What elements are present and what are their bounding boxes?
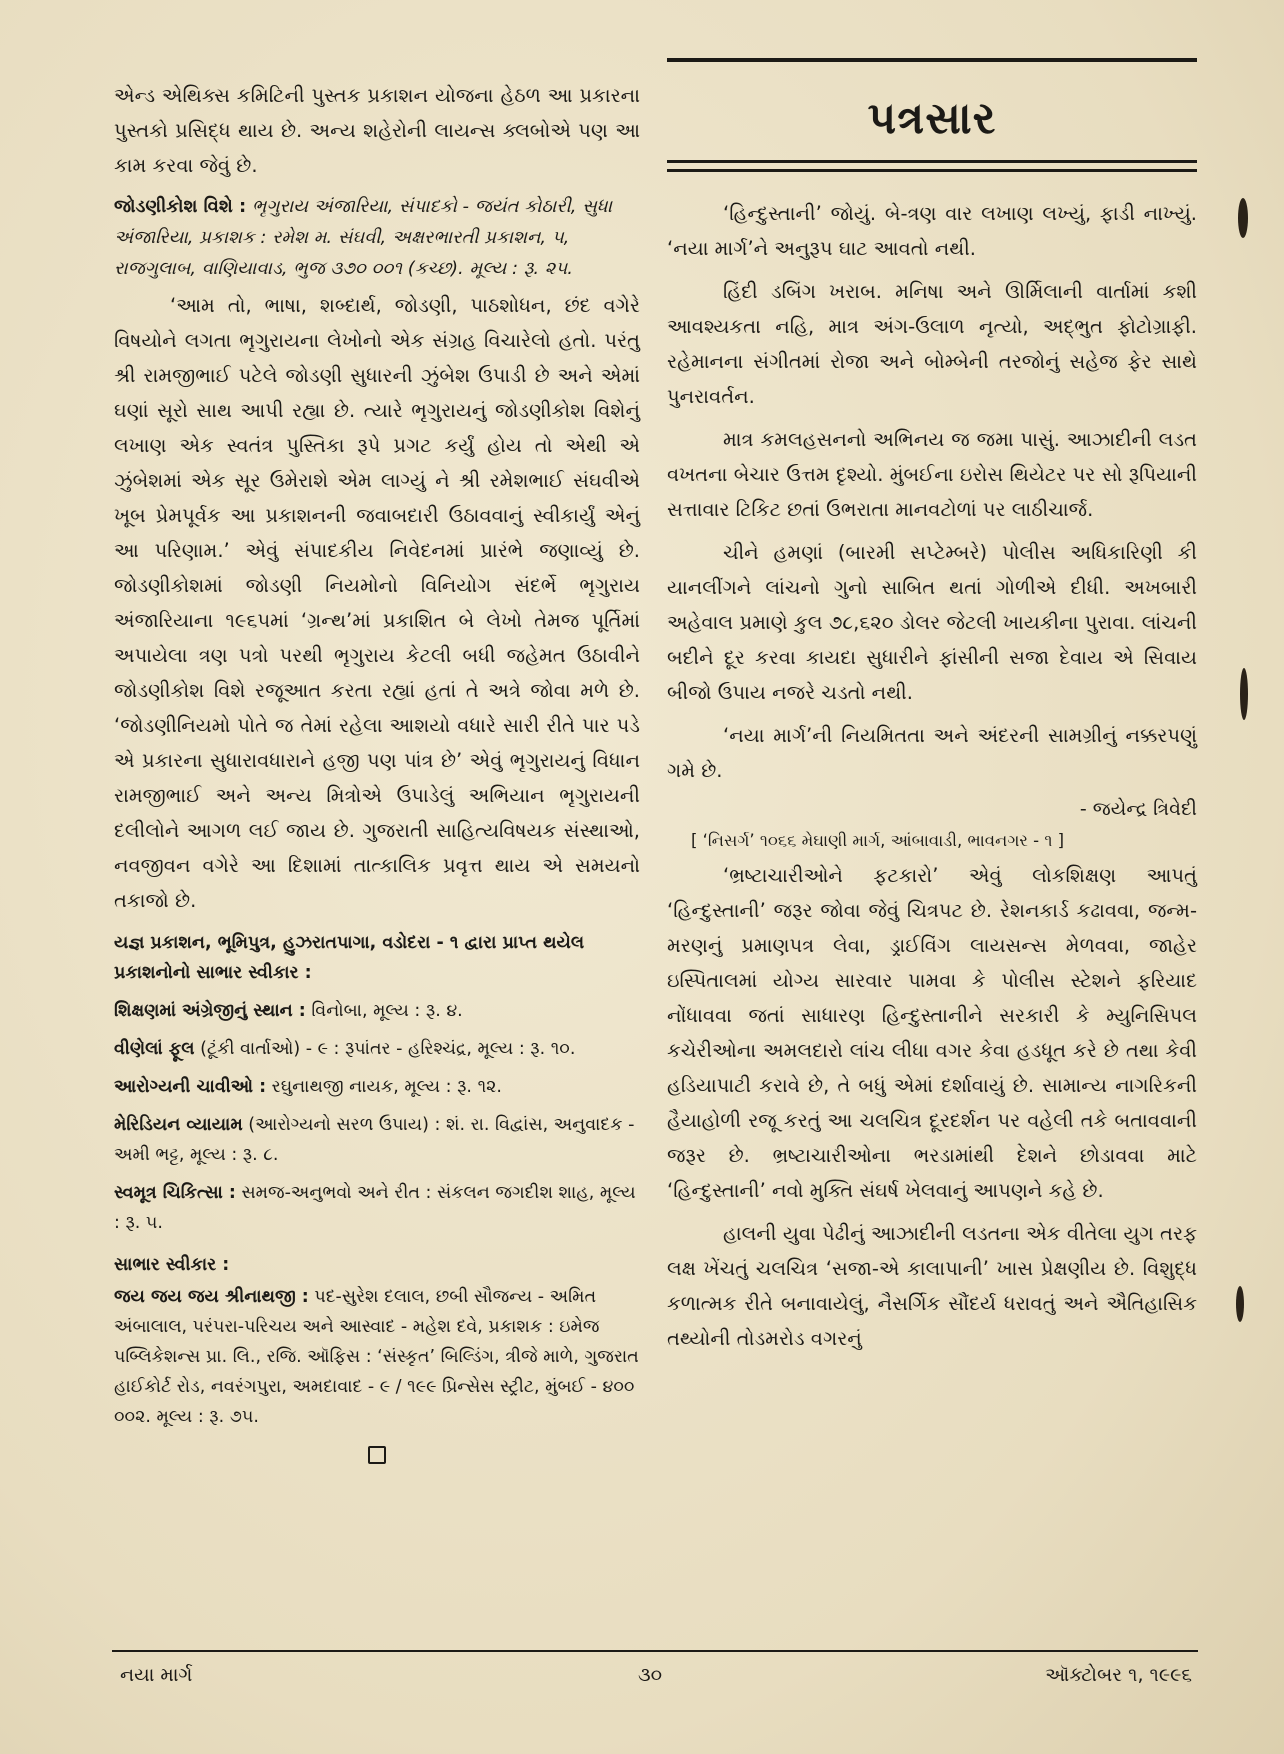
list-item bbox=[114, 1034, 640, 1064]
footer-page-number: ૩૦ bbox=[637, 1664, 663, 1686]
footer-date: ઑક્ટોબર ૧, ૧૯૯૬ bbox=[1045, 1664, 1192, 1686]
yagna-heading: યજ્ઞ પ્રકાશન, ભૂમિપુત્ર, હુઝરાતપાગા, વડોદરા - ૧ દ્વારા પ્રાપ્ત થયેલ પ્રકાશનોનો સાભાર સ્વીકાર : bbox=[114, 933, 585, 983]
heading-bottom-rule bbox=[667, 160, 1197, 172]
letter-paragraph: ‘નયા માર્ગ’ની નિયમિતતા અને અંદરની સામગ્રીનું નક્કરપણું ગમે છે. bbox=[667, 724, 1197, 782]
intro-paragraph: એન્ડ એથિક્સ કમિટિની પુસ્તક પ્રકાશન યોજના હેઠળ આ પ્રકારના પુસ્તકો પ્રસિદ્ધ થાય છે. અન્ય શહેરોની લાયન્સ ક્લબોએ પણ આ કામ કરવા જેવું છે. bbox=[114, 84, 640, 177]
bibliography-text: ભૃગુરાય અંજારિયા, સંપાદકો - જયંત કોઠારી, સુધા અંજારિયા, પ્રકાશક : રમેશ મ. સંઘવી, અક્ષરભારતી પ્રકાશન, ૫, રાજગુલાબ, વાણિયાવાડ, ભુજ ૩૭૦ ૦૦૧ (કચ્છ). મૂલ્ય : રૂ. ૨૫. bbox=[114, 196, 612, 279]
torn-edge-mark bbox=[1236, 1286, 1244, 1322]
list-item bbox=[114, 1178, 640, 1238]
review-paragraph: ‘આમ તો, ભાષા, શબ્દાર્થ, જોડણી, પાઠશોધન, છંદ વગેરે વિષયોને લગતા ભૃગુરાયના લેખોનો એક સંગ્રહ વિચારેલો હતો. પરંતુ શ્રી રામજીભાઈ પટેલે જોડણી સુધારની ઝુંબેશ ઉપાડી છે અને એમાં ઘણાં સૂરો સાથ આપી રહ્યા છે. ત્યારે ભૃગુરાયનું જોડણીકોશ વિશેનું લખાણ એક સ્વતંત્ર પુસ્તિકા રૂપે પ્રગટ કર્યું હોય તો એથી એ ઝુંબેશમાં એક સૂર ઉમેરાશે એમ લાગ્યું ને શ્રી રમેશભાઈ સંઘવીએ ખૂબ પ્રેમપૂર્વક આ પ્રકાશનની જવાબદારી ઉઠાવવાનું સ્વીકાર્યું એનું આ પરિણામ.’ એવું સંપાદકીય નિવેદનમાં પ્રારંભે જણાવ્યું છે. જોડણીકોશમાં જોડણી નિયમોનો વિનિયોગ સંદર્ભે ભૃગુરાય અંજારિયાના ૧૯૬૫માં ‘ગ્રન્થ’માં પ્રકાશિત બે લેખો તેમજ પૂર્તિમાં અપાયેલા ત્રણ પત્રો પરથી ભૃગુરાય કેટલી બધી જહેમત ઉઠાવીને જોડણીકોશ વિશે રજૂઆત કરતા રહ્યાં હતાં તે અત્રે જોવા મળે છે. ‘જોડણીનિયમો પોતે જ તેમાં રહેલા આશયો વધારે સારી રીતે પાર પડે એ પ્રકારના સુધારાવધારાને હજી પણ પાંત્ર છે’ એવું ભૃગુરાયનું વિધાન રામજીભાઈ અને અન્ય મિત્રોએ ઉપાડેલું અભિયાન ભૃગુરાયની દલીલોને આગળ લઈ જાય છે. ગુજરાતી સાહિત્યવિષયક સંસ્થાઓ, નવજીવન વગેરે આ દિશામાં તાત્કાલિક પ્રવૃત્ત થાય એ સમયનો તકાજો છે. bbox=[114, 294, 640, 912]
torn-edge-mark bbox=[1240, 668, 1248, 720]
list-item-detail: સમજ-અનુભવો અને રીત : સંકલન જગદીશ શાહ, મૂલ્ય : રૂ. ૫. bbox=[114, 1183, 636, 1233]
list-item bbox=[114, 1110, 640, 1170]
letter-paragraph: માત્ર કમલહસનનો અભિનય જ જમા પાસું. આઝાદીની લડત વખતના બેચાર ઉત્તમ દૃશ્યો. મુંબઈના ઇરોસ થિયેટર પર સો રૂપિયાની સત્તાવાર ટિકિટ છતાં ઉભરાતા માનવટોળાં પર લાઠીચાર્જ. bbox=[667, 428, 1197, 521]
heading-top-rule bbox=[667, 58, 1197, 62]
left-column bbox=[114, 78, 640, 1464]
bibliography-label: જોડણીકોશ વિશે : bbox=[114, 196, 247, 217]
letter-paragraph: ચીને હમણાં (બારમી સપ્ટેમ્બરે) પોલીસ અધિકારિણી કી યાનલીંગને લાંચનો ગુનો સાબિત થતાં ગોળીએ દીધી. અખબારી અહેવાલ પ્રમાણે કુલ ૭૮,૬૨૦ ડોલર જેટલી ખાયકીના પુરાવા. લાંચની બદીને દૂર કરવા કાયદા સુધારીને ફાંસીની સજા દેવાય એ સિવાય બીજો ઉપાય નજરે ચડતો નથી. bbox=[667, 541, 1197, 704]
list-item-title: આરોગ્યની ચાવીઓ : bbox=[114, 1077, 267, 1097]
torn-edge-mark bbox=[1238, 198, 1248, 238]
letter-paragraph: ‘હિન્દુસ્તાની’ જોયું. બે-ત્રણ વાર લખાણ લખ્યું, ફાડી નાખ્યું. ‘નયા માર્ગ’ને અનુરૂપ ઘાટ આવતો નથી. bbox=[667, 202, 1197, 260]
letter-paragraph: હિંદી ડબિંગ ખરાબ. મનિષા અને ઊર્મિલાની વાર્તામાં કશી આવશ્યકતા નહિ, માત્ર અંગ-ઉલાળ નૃત્યો, અદ્ભુત ફોટોગ્રાફી. રહેમાનના સંગીતમાં રોજા અને બોમ્બેની તરજોનું સહેજ ફેર સાથે પુનરાવર્તન. bbox=[667, 280, 1197, 408]
letter-signature: - જયેન્દ્ર ત્રિવેદી bbox=[1079, 798, 1197, 820]
list-item-detail: (આરોગ્યનો સરળ ઉપાય) : શં. રા. વિદ્વાંસ, અનુવાદક - અમી ભટ્ટ, મૂલ્ય : રૂ. ૮. bbox=[114, 1115, 635, 1165]
letter-address: [ ‘નિસર્ગ’ ૧૦૬૬ મેઘાણી માર્ગ, આંબાવાડી, ભાવનગર - ૧ ] bbox=[691, 831, 1065, 850]
bibliography-entry bbox=[114, 191, 640, 284]
sabhar-heading: સાભાર સ્વીકાર : bbox=[114, 1255, 230, 1275]
list-item-title: મેરિડિયન વ્યાયામ bbox=[114, 1115, 243, 1135]
list-item-detail: વિનોબા, મૂલ્ય : રૂ. ૪. bbox=[305, 1001, 463, 1021]
footer-magazine-name: નયા માર્ગ bbox=[120, 1664, 193, 1686]
end-mark-icon bbox=[368, 1446, 386, 1464]
list-item-title: સ્વમૂત્ર ચિકિત્સા : bbox=[114, 1183, 236, 1203]
sabhar-entry-text: પદ-સુરેશ દલાલ, છબી સૌજન્ય - અમિત અંબાલાલ, પરંપરા-પરિચય અને આસ્વાદ - મહેશ દવે, પ્રકાશક : ઇમેજ પબ્લિકેશન્સ પ્રા. લિ., રજિ. ઑફિસ : ‘સંસ્કૃત’ બિલ્ડિંગ, ત્રીજે માળે, ગુજરાત હાઈકોર્ટ રોડ, નવરંગપુરા, અમદાવાદ - ૯ / ૧૯૯ પ્રિન્સેસ સ્ટ્રીટ, મુંબઈ - ૪૦૦ ૦૦૨. મૂલ્ય : રૂ. ૭૫. bbox=[114, 1287, 639, 1427]
list-item bbox=[114, 996, 640, 1026]
list-item-title: શિક્ષણમાં અંગ્રેજીનું સ્થાન : bbox=[114, 1001, 306, 1021]
letter-paragraph: હાલની યુવા પેઢીનું આઝાદીની લડતના એક વીતેલા યુગ તરફ લક્ષ ખેંચતું ચલચિત્ર ‘સજા-એ કાલાપાની’ ખાસ પ્રેક્ષણીય છે. વિશુદ્ધ કળાત્મક રીતે બનાવાયેલું, નૈસર્ગિક સૌંદર્ય ધરાવતું અને ઐતિહાસિક તથ્યોની તોડમરોડ વગરનું bbox=[667, 1222, 1197, 1350]
list-item-detail: રઘુનાથજી નાયક, મૂલ્ય : રૂ. ૧૨. bbox=[266, 1077, 502, 1097]
right-column bbox=[667, 196, 1197, 1356]
sabhar-entry bbox=[114, 1282, 640, 1432]
footer-rule bbox=[112, 1650, 1198, 1652]
list-item-detail: (ટૂંકી વાર્તાઓ) - ૯ : રૂપાંતર - હરિશ્ચંદ્ર, મૂલ્ય : રૂ. ૧૦. bbox=[194, 1039, 576, 1059]
section-heading: પત્રસાર bbox=[867, 93, 997, 144]
list-item bbox=[114, 1072, 640, 1102]
sabhar-entry-title: જય જય જય શ્રીનાથજી : bbox=[114, 1287, 309, 1307]
list-item-title: વીણેલાં ફૂલ bbox=[114, 1039, 195, 1059]
letter-paragraph: ‘ભ્રષ્ટાચારીઓને ફટકારો’ એવું લોકશિક્ષણ આપતું ‘હિન્દુસ્તાની’ જરૂર જોવા જેવું ચિત્રપટ છે. રેશનકાર્ડ કઢાવવા, જન્મ-મરણનું પ્રમાણપત્ર લેવા, ડ્રાઈવિંગ લાયસન્સ મેળવવા, જાહેર ઇસ્પિતાલમાં યોગ્ય સારવાર પામવા કે પોલીસ સ્ટેશને ફરિયાદ નોંધાવવા જતાં સાધારણ હિન્દુસ્તાનીને સરકારી કે મ્યુનિસિપલ કચેરીઓના અમલદારો લાંચ લીધા વગર કેવા હડધૂત કરે છે તથા કેવી હડિયાપાટી કરાવે છે, તે બધું એમાં દર્શાવાયું છે. સામાન્ય નાગરિકની હૈયાહોળી રજૂ કરતું આ ચલચિત્ર દૂરદર્શન પર વહેલી તકે બતાવવાની જરૂર છે. ભ્રષ્ટાચારીઓના ભરડામાંથી દેશને છોડાવવા માટે ‘હિન્દુસ્તાની’ નવો મુક્તિ સંઘર્ષ ખેલવાનું આપણને કહે છે. bbox=[667, 864, 1197, 1202]
